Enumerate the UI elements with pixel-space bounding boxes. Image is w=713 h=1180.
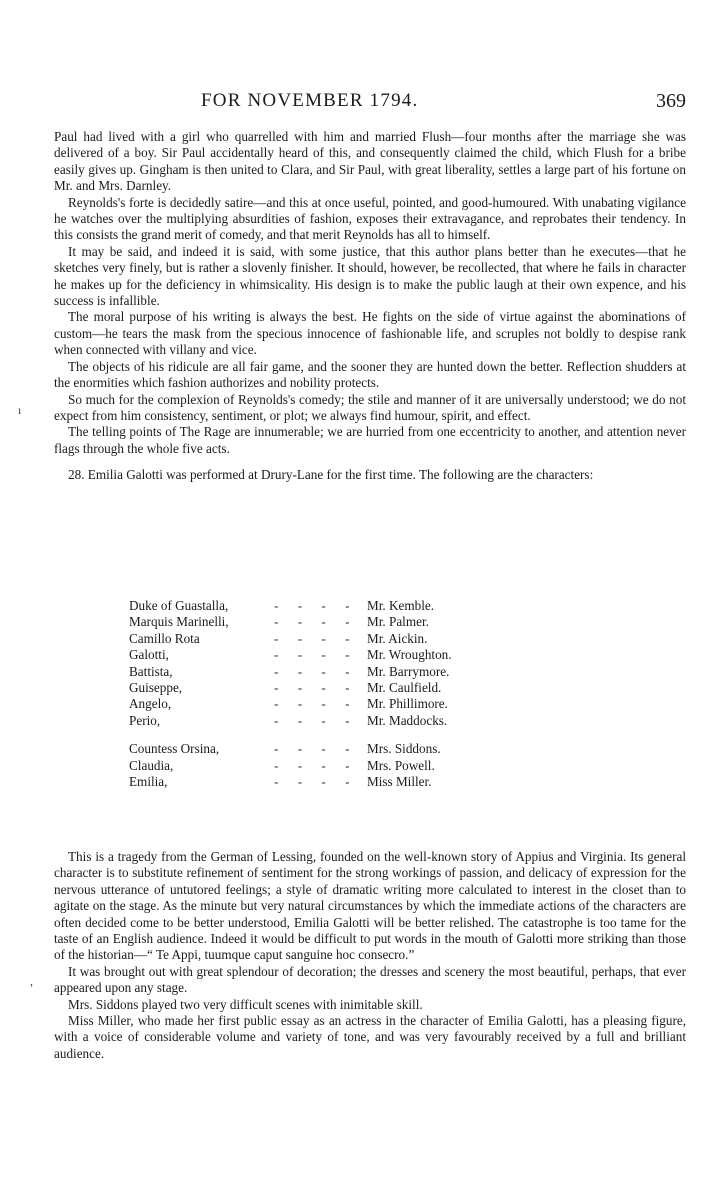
cast-dashes: - - - -: [274, 598, 358, 613]
cast-actor: Mr. Palmer.: [367, 614, 429, 630]
margin-mark: ,: [30, 974, 33, 988]
cast-dashes: - - - -: [274, 712, 358, 728]
cast-role: Claudia,: [129, 757, 174, 773]
cast-actor: Mrs. Siddons.: [367, 741, 441, 757]
cast-row: [129, 713, 529, 729]
cast-dashes: - - - -: [274, 663, 358, 679]
running-title: FOR NOVEMBER 1794.: [201, 90, 419, 111]
cast-role: Angelo,: [129, 696, 172, 712]
cast-role: Marquis Marinelli,: [129, 614, 229, 630]
cast-actor: Mr. Maddocks.: [367, 712, 448, 728]
cast-row: [129, 696, 529, 712]
cast-dashes: - - - -: [274, 647, 358, 663]
paragraph: 28. Emilia Galotti was performed at Drury-Lane for the first time. The following are the characters:: [68, 467, 594, 483]
cast-dashes: - - - -: [274, 679, 358, 695]
cast-actor: Mrs. Powell.: [367, 757, 435, 773]
cast-role: Galotti,: [129, 647, 169, 663]
paragraph: The telling points of The Rage are innumerable; we are hurried from one eccentricity to another, and attention never flags through the whole five acts.: [54, 424, 686, 456]
cast-list: [129, 598, 529, 790]
cast-row: [129, 680, 529, 696]
paragraph: Mrs. Siddons played two very difficult scenes with inimitable skill.: [68, 996, 423, 1012]
paragraph: The objects of his ridicule are all fair game, and the sooner they are hunted down the better. Reflection shudders at the enormities which fashion authorizes and nobility protects.: [54, 358, 686, 391]
cast-role: Camillo Rota: [129, 630, 200, 646]
cast-actor: Mr. Kemble.: [367, 598, 435, 613]
cast-row: [129, 664, 529, 680]
paragraph: So much for the complexion of Reynolds's comedy; the stile and manner of it are universally understood; we do not expect from him consistency, sentiment, or plot; we always find humour, spirit, and effect.: [54, 391, 686, 423]
cast-row: [129, 741, 529, 757]
cast-role: Perio,: [129, 712, 161, 728]
cast-actor: Mr. Wroughton.: [367, 647, 452, 663]
cast-role: Duke of Guastalla,: [129, 598, 229, 613]
text-block-lower: [54, 849, 686, 1062]
paragraph: It may be said, and indeed it is said, with some justice, that this author plans better than he executes—that he sketches very finely, but is rather a slovenly finisher. It should, however, be recollected, that where he fails in character he makes up for the deficiency in whimsicality. His design is to make the public laugh at their own expence, and his success is infallible.: [54, 243, 686, 309]
cast-dashes: - - - -: [274, 696, 358, 712]
cast-actor: Miss Miller.: [367, 773, 432, 789]
paragraph: Paul had lived with a girl who quarrelled with him and married Flush—four months after the marriage she was delivered of a boy. Sir Paul accidentally heard of this, and consequently claimed the child, which Flush for a bribe easily gives up. Gingham is then united to Clara, and Sir Paul, with great liberality, settles a large part of his fortune on Mr. and Mrs. Darnley.: [54, 129, 686, 194]
paragraph: Miss Miller, who made her first public essay as an actress in the character of Emilia Galotti, has a pleasing figure, with a voice of considerable volume and variety of tone, and was very favourably received by a full and brilliant audience.: [54, 1013, 686, 1061]
text-block-upper: [54, 129, 686, 484]
cast-row: [129, 774, 529, 790]
page-number: 369: [656, 90, 686, 112]
cast-actor: Mr. Phillimore.: [367, 696, 448, 712]
cast-row: [129, 614, 529, 630]
paragraph: It was brought out with great splendour of decoration; the dresses and scenery the most beautiful, perhaps, that ever appeared upon any stage.: [54, 963, 686, 996]
cast-actor: Mr. Barrymore.: [367, 663, 450, 679]
cast-role: Battista,: [129, 663, 173, 679]
cast-dashes: - - - -: [274, 614, 358, 630]
margin-mark: ı: [18, 403, 22, 417]
cast-row: [129, 631, 529, 647]
cast-role: Emilia,: [129, 773, 168, 789]
cast-dashes: - - - -: [274, 757, 358, 773]
paragraph: This is a tragedy from the German of Lessing, founded on the well-known story of Appius and Virginia. Its general character is to substitute refinement of sentiment for the strong workings of passion, and delicacy of expression for the nervous utterance of untutored feelings; a style of dramatic writing more calculated to interest in the closet than to agitate on the stage. As the minute but very natural circumstances by which the immediate actions of the characters are often decided come to be better understood, Emilia Galotti will be better relished. The catastrophe is too tame for the taste of an English audience. Indeed it would be difficult to put words in the mouth of Galotti more striking than those of the historian—“ Te Appi, tuumque caput sanguine hoc consecro.”: [54, 849, 686, 963]
running-header: [56, 90, 686, 116]
cast-row: [129, 758, 529, 774]
cast-dashes: - - - -: [274, 630, 358, 646]
cast-role: Guiseppe,: [129, 679, 183, 695]
cast-row: [129, 598, 529, 614]
paragraph: Reynolds's forte is decidedly satire—and this at once useful, pointed, and good-humoured. With unabating vigilance he watches over the multiplying absurdities of fashion, exposes their extravagance, and reprobates their tendency. In this consists the grand merit of comedy, and that merit Reynolds has all to himself.: [54, 194, 686, 243]
cast-row: [129, 647, 529, 663]
paragraph: The moral purpose of his writing is always the best. He fights on the side of virtue against the abominations of custom—he tears the mask from the specious innocence of fashionable life, and scruples not boldly to despise rank when connected with villany and vice.: [54, 309, 686, 358]
cast-actor: Mr. Caulfield.: [367, 679, 442, 695]
cast-dashes: - - - -: [274, 773, 358, 789]
cast-role: Countess Orsina,: [129, 741, 220, 757]
cast-dashes: - - - -: [274, 741, 358, 757]
cast-actor: Mr. Aickin.: [367, 630, 428, 646]
